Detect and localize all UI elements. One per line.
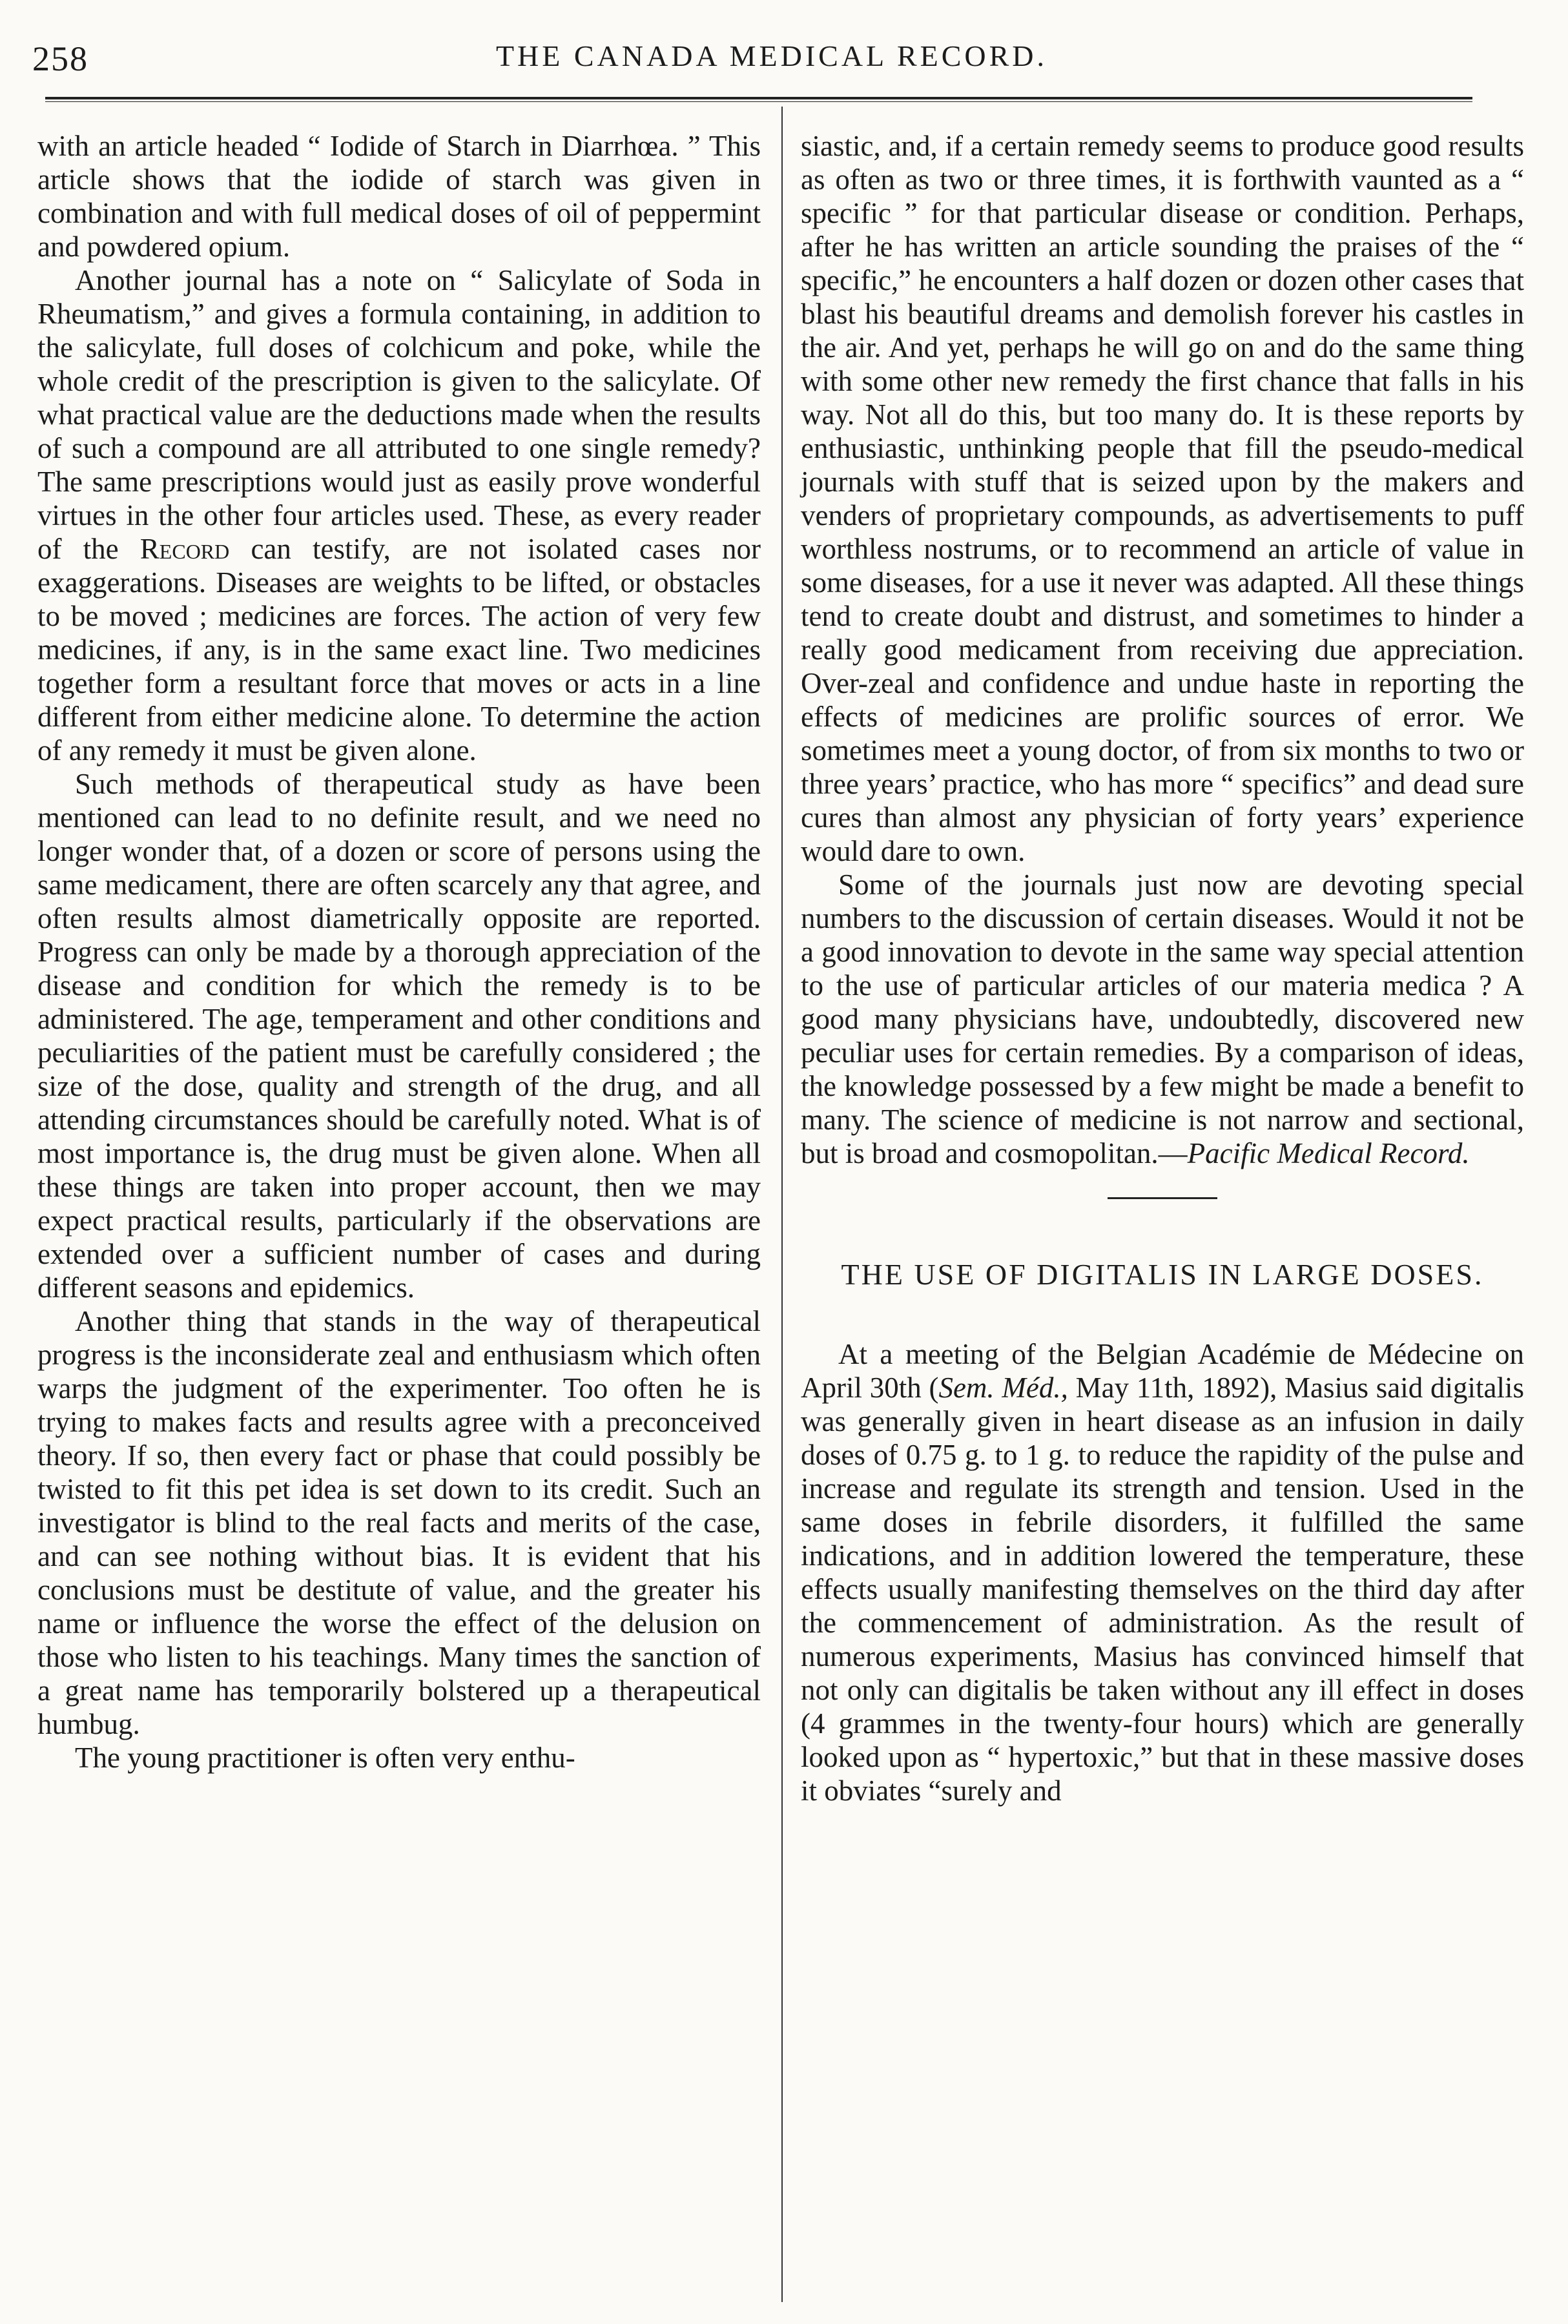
page-number: 258 [32, 39, 88, 78]
citation-source: Sem. Méd., [938, 1372, 1068, 1404]
paragraph-text: At a meeting of the Belgian Académie de Médecine on April 30th ( [801, 1338, 1524, 1404]
paragraph-text: Another journal has a note on “ Salicylate of Soda in Rheumatism,” and gives a formula containing, in addition to the salicylate, full doses of colchicum and poke, while the whole credit of the prescription is given to the salicylate. Of what practical value are the deductions made when the results of such a compound are all attributed to one single remedy? The same prescriptions would just as easily prove wonderful virtues in the other four articles used. These, as every reader of the [37, 264, 761, 565]
running-title: THE CANADA MEDICAL RECORD. [495, 39, 1048, 72]
paragraph: Another thing that stands in the way of therapeutical progress is the inconsiderate zeal and enthusiasm which often warps the judgment of the experimenter. Too often he is trying to makes facts and results agree with a preconceived theory. If so, then every fact or phase that could possibly be twisted to fit this pet idea is set down to its credit. Such an investigator is blind to the real facts and merits of the case, and can see nothing without bias. It is evident that his conclusions must be destitute of value, and the greater his name or influence the worse the effect of the delusion on those who listen to his teachings. Many times the sanction of a great name has temporarily bolstered up a therapeutical humbug. [37, 1305, 761, 1740]
paragraph: with an article headed “ Iodide of Starch in Diarrhœa. ” This article shows that the iodide of starch was given in combination and with full medical doses of oil of peppermint and powdered opium. [37, 130, 761, 263]
paragraph-text: can testify, are not isolated cases nor exaggerations. Diseases are weights to be lifted, or obstacles to be moved ; medicines are forces. The action of very few medicines, if any, is in the same exact line. Two medicines together form a resultant force that moves or acts in a line different from either medicine alone. To determine the action of any remedy it must be given alone. [37, 533, 761, 766]
left-column [37, 129, 761, 1774]
right-column [801, 129, 1524, 1807]
section-heading: THE USE OF DIGITALIS IN LARGE DOSES. [841, 1258, 1484, 1291]
paragraph [801, 1337, 1524, 1807]
section-divider [1108, 1197, 1217, 1199]
header-rule [45, 97, 1472, 102]
record-journal-name: Record [139, 533, 230, 565]
column-divider [781, 107, 783, 2302]
paragraph: The young practitioner is often very enthu- [75, 1742, 575, 1774]
paragraph-text: May 11th, 1892), Masius said digitalis was generally given in heart disease as an infusion in daily doses of 0.75 g. to 1 g. to reduce the rapidity of the pulse and increase and regulate its strength and tension. Used in the same doses in febrile disorders, it fulfilled the same indications, and in addition lowered the temperature, these effects usually manifesting themselves on the third day after the commencement of administration. As the result of numerous experiments, Masius has convinced himself that not only can digitalis be taken without any ill effect in doses (4 grammes in the twenty-four hours) which are generally looked upon as “ hypertoxic,” but that in these massive doses it obviates “surely and [801, 1372, 1524, 1807]
page-header [32, 39, 1511, 84]
paragraph: siastic, and, if a certain remedy seems to produce good results as often as two or three times, it is forthwith vaunted as a “ specific ” for that particular disease or condition. Perhaps, after he has written an article sounding the praises of the “ specific,” he encounters a half dozen or dozen other cases that blast his beautiful dreams and demolish forever his castles in the air. And yet, perhaps he will go on and do the same thing with some other new remedy the first chance that falls in his way. Not all do this, but too many do. It is these reports by enthusiastic, unthinking people that fill the pseudo-medical journals with stuff that is seized upon by the makers and venders of proprietary compounds, as advertisements to puff worthless nostrums, or to recommend an article of value in some diseases, for a use it never was adapted. All these things tend to create doubt and distrust, and sometimes to hinder a really good medicament from receiving due appreciation. Over-zeal and confidence and undue haste in reporting the effects of medicines are prolific sources of error. We sometimes meet a young doctor, of from six months to two or three years’ practice, who has more “ specifics” and dead sure cures than almost any physician of forty years’ experience would dare to own. [801, 130, 1524, 867]
paragraph-text: Some of the journals just now are devoting special numbers to the discussion of certain diseases. Would it not be a good innovation to devote in the same way special attention to the use of particular articles of our materia medica ? A good many physicians have, undoubtedly, discovered new peculiar uses for certain remedies. By a comparison of ideas, the knowledge possessed by a few might be made a benefit to many. The science of medicine is not narrow and sectional, but is broad and cosmopolitan.— [801, 869, 1524, 1169]
paragraph [37, 263, 761, 767]
paragraph [801, 868, 1524, 1170]
source-citation: Pacific Medical Record. [1187, 1137, 1470, 1169]
paragraph: Such methods of therapeutical study as have been mentioned can lead to no definite result, and we need no longer wonder that, of a dozen or score of persons using the same medicament, there are often scarcely any that agree, and often results almost diametrically opposite are reported. Progress can only be made by a thorough appreciation of the disease and condition for which the remedy is to be administered. The age, temperament and other conditions and peculiarities of the patient must be carefully considered ; the size of the dose, quality and strength of the drug, and all attending circumstances should be carefully noted. What is of most importance is, the drug must be given alone. When all these things are taken into proper account, then we may expect practical results, particularly if the observations are extended over a sufficient number of cases and during different seasons and epidemics. [37, 768, 761, 1304]
